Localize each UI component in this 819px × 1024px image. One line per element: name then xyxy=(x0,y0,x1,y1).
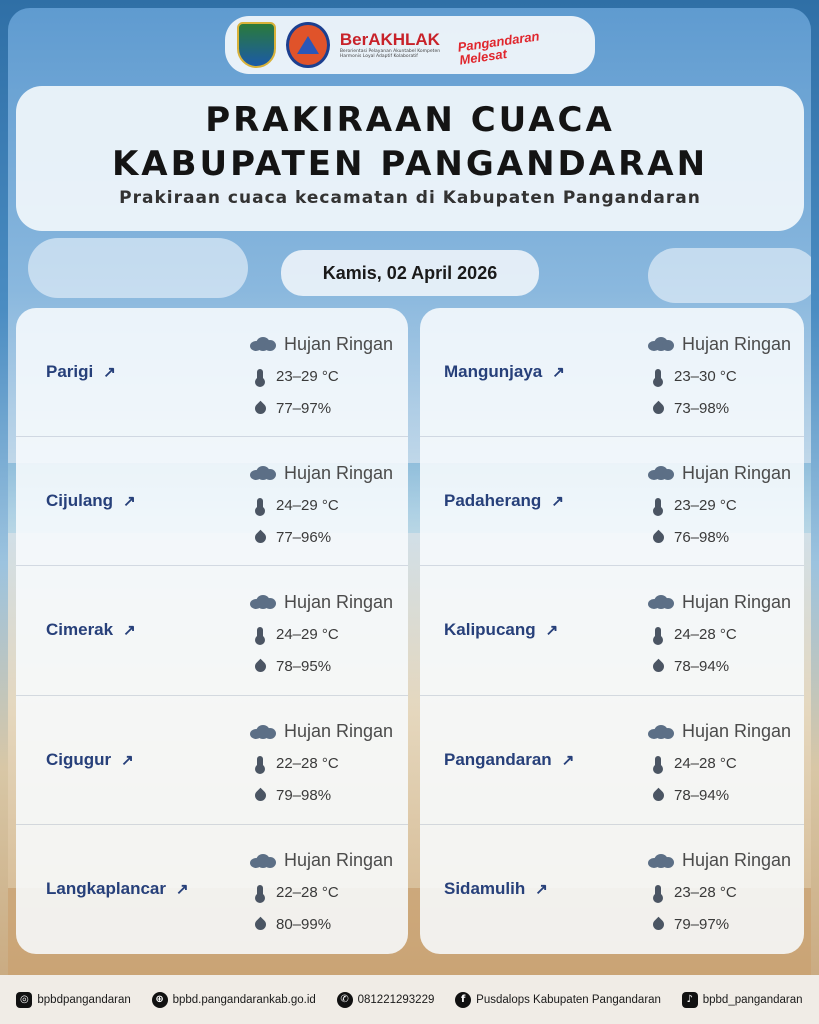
temperature-line xyxy=(646,877,804,909)
page-title-line1: PRAKIRAAN CUACA xyxy=(205,100,615,140)
condition-line xyxy=(248,457,408,489)
humidity-icon-wrap xyxy=(646,661,670,672)
forecast-row xyxy=(420,437,804,566)
weather-details xyxy=(646,586,804,682)
berakhlak-wordmark: BerAKHLAK xyxy=(339,30,440,49)
facebook-name: Pusdalops Kabupaten Pangandaran xyxy=(476,993,661,1006)
condition-line xyxy=(646,845,804,877)
district-link[interactable] xyxy=(444,879,548,899)
humidity-text: 79–98% xyxy=(276,787,332,805)
thermometer-icon xyxy=(655,498,661,513)
weather-details xyxy=(646,845,804,941)
background-cloud xyxy=(28,238,248,298)
humidity-line xyxy=(248,392,408,424)
condition-text: Hujan Ringan xyxy=(682,462,792,483)
arrow-up-right-icon: ↗ xyxy=(123,493,136,511)
thermometer-icon xyxy=(655,885,661,900)
humidity-line xyxy=(646,521,804,553)
temperature-icon-wrap xyxy=(248,885,272,900)
weather-details xyxy=(248,457,408,553)
humidity-icon-wrap xyxy=(248,661,272,672)
pangandaran-emblem-logo xyxy=(237,22,276,68)
temperature-text: 22–28 °C xyxy=(276,755,339,773)
arrow-up-right-icon: ↗ xyxy=(561,751,575,769)
condition-text: Hujan Ringan xyxy=(284,462,394,483)
condition-text: Hujan Ringan xyxy=(284,591,394,612)
rain-cloud-icon xyxy=(648,854,674,868)
water-drop-icon xyxy=(650,400,666,416)
condition-icon-wrap xyxy=(646,595,676,609)
facebook-link[interactable] xyxy=(455,992,661,1008)
thermometer-icon xyxy=(655,627,661,642)
forecast-row xyxy=(420,566,804,695)
whatsapp-icon: ✆ xyxy=(337,992,353,1008)
arrow-up-right-icon: ↗ xyxy=(551,493,564,511)
district-link[interactable] xyxy=(444,620,558,640)
website-url: bpbd.pangandarankab.go.id xyxy=(172,993,316,1006)
condition-text: Hujan Ringan xyxy=(682,333,792,354)
temperature-line xyxy=(248,618,408,650)
condition-text: Hujan Ringan xyxy=(682,721,792,742)
water-drop-icon xyxy=(650,659,666,675)
temperature-line xyxy=(646,618,804,650)
arrow-up-right-icon: ↗ xyxy=(552,364,565,382)
arrow-up-right-icon: ↗ xyxy=(121,751,134,769)
condition-icon-wrap xyxy=(248,725,278,739)
temperature-line xyxy=(646,748,804,780)
tiktok-link[interactable] xyxy=(682,992,803,1008)
temperature-icon-wrap xyxy=(646,627,670,642)
humidity-text: 80–99% xyxy=(276,916,332,934)
rain-cloud-icon xyxy=(648,337,674,351)
weather-details xyxy=(248,716,408,812)
water-drop-icon xyxy=(252,400,268,416)
temperature-line xyxy=(248,360,408,392)
humidity-icon-wrap xyxy=(646,790,670,801)
temperature-text: 24–29 °C xyxy=(276,625,339,643)
humidity-icon-wrap xyxy=(248,790,272,801)
humidity-line xyxy=(248,650,408,682)
temperature-line xyxy=(248,877,408,909)
temperature-line xyxy=(248,748,408,780)
title-card xyxy=(16,86,804,231)
arrow-up-right-icon: ↗ xyxy=(123,622,136,640)
water-drop-icon xyxy=(650,788,666,804)
district-link[interactable] xyxy=(46,750,134,770)
forecast-panel-left xyxy=(16,308,408,954)
humidity-line xyxy=(646,650,804,682)
rain-cloud-icon xyxy=(648,595,674,609)
page-title-line2: KABUPATEN PANGANDARAN xyxy=(111,144,709,184)
condition-line xyxy=(248,586,408,618)
page-subtitle: Prakiraan cuaca kecamatan di Kabupaten Pangandaran xyxy=(119,188,701,208)
water-drop-icon xyxy=(252,529,268,545)
rain-cloud-icon xyxy=(250,337,276,351)
condition-icon-wrap xyxy=(646,725,676,739)
date-badge: Kamis, 02 April 2026 xyxy=(281,250,539,296)
weather-details xyxy=(646,457,804,553)
condition-text: Hujan Ringan xyxy=(284,721,394,742)
background-cloud xyxy=(648,248,811,303)
thermometer-icon xyxy=(257,885,263,900)
water-drop-icon xyxy=(650,529,666,545)
district-link[interactable] xyxy=(46,491,136,511)
condition-line xyxy=(248,845,408,877)
whatsapp-link[interactable] xyxy=(337,992,435,1008)
district-name: Kalipucang xyxy=(444,620,536,640)
rain-cloud-icon xyxy=(250,466,276,480)
temperature-icon-wrap xyxy=(646,756,670,771)
humidity-text: 78–94% xyxy=(674,787,730,805)
forecast-row xyxy=(16,437,408,566)
district-name: Cimerak xyxy=(46,620,114,640)
logo-bar xyxy=(225,16,595,74)
tiktok-icon: ♪ xyxy=(682,992,698,1008)
rain-cloud-icon xyxy=(648,466,674,480)
temperature-icon-wrap xyxy=(248,369,272,384)
rain-cloud-icon xyxy=(250,595,276,609)
humidity-text: 78–94% xyxy=(674,657,730,675)
district-name: Cijulang xyxy=(46,491,114,511)
weather-details xyxy=(248,586,408,682)
condition-icon-wrap xyxy=(248,854,278,868)
forecast-row xyxy=(16,566,408,695)
thermometer-icon xyxy=(655,369,661,384)
bpbd-logo xyxy=(286,22,329,68)
district-name: Sidamulih xyxy=(444,879,526,899)
temperature-text: 24–29 °C xyxy=(276,496,339,514)
temperature-text: 22–28 °C xyxy=(276,884,339,902)
district-name: Cigugur xyxy=(46,749,112,769)
condition-icon-wrap xyxy=(646,337,676,351)
humidity-line xyxy=(248,909,408,941)
arrow-up-right-icon: ↗ xyxy=(535,881,548,899)
instagram-link[interactable] xyxy=(16,992,130,1008)
berakhlak-tagline: Berorientasi Pelayanan Akuntabel Kompeten Harmonis Loyal Adaptif Kolaboratif xyxy=(339,49,441,59)
humidity-line xyxy=(248,780,408,812)
weather-details xyxy=(248,845,408,941)
water-drop-icon xyxy=(252,917,268,933)
water-drop-icon xyxy=(252,659,268,675)
condition-text: Hujan Ringan xyxy=(682,591,792,612)
humidity-icon-wrap xyxy=(646,532,670,543)
district-link[interactable] xyxy=(444,491,564,511)
forecast-row xyxy=(16,825,408,954)
rain-cloud-icon xyxy=(250,854,276,868)
condition-line xyxy=(646,457,804,489)
temperature-text: 23–29 °C xyxy=(276,367,339,385)
water-drop-icon xyxy=(650,917,666,933)
instagram-handle: bpbdpangandaran xyxy=(37,993,131,1006)
condition-text: Hujan Ringan xyxy=(284,333,394,354)
forecast-row xyxy=(420,825,804,954)
thermometer-icon xyxy=(257,369,263,384)
thermometer-icon xyxy=(257,627,263,642)
whatsapp-number: 081221293229 xyxy=(357,993,435,1006)
footer-contact-bar xyxy=(0,975,819,1024)
district-link[interactable] xyxy=(444,362,565,382)
condition-icon-wrap xyxy=(248,466,278,480)
humidity-line xyxy=(646,392,804,424)
district-name: Langkaplancar xyxy=(46,879,166,899)
district-link[interactable] xyxy=(46,620,136,640)
temperature-icon-wrap xyxy=(646,369,670,384)
condition-line xyxy=(646,328,804,360)
condition-text: Hujan Ringan xyxy=(284,850,394,871)
humidity-icon-wrap xyxy=(248,532,272,543)
humidity-text: 77–96% xyxy=(276,528,332,546)
temperature-line xyxy=(248,489,408,521)
rain-cloud-icon xyxy=(250,725,276,739)
temperature-icon-wrap xyxy=(646,498,670,513)
condition-line xyxy=(646,586,804,618)
temperature-icon-wrap xyxy=(248,498,272,513)
humidity-icon-wrap xyxy=(646,403,670,414)
temperature-icon-wrap xyxy=(248,756,272,771)
temperature-text: 24–28 °C xyxy=(674,625,737,643)
forecast-row xyxy=(420,308,804,437)
humidity-icon-wrap xyxy=(248,919,272,930)
forecast-panel-right xyxy=(420,308,804,954)
water-drop-icon xyxy=(252,788,268,804)
humidity-line xyxy=(248,521,408,553)
instagram-icon: ◎ xyxy=(16,992,32,1008)
temperature-icon-wrap xyxy=(248,627,272,642)
pangandaran-melesat-logo: Pangandaran Melesat xyxy=(456,28,541,68)
district-name: Parigi xyxy=(46,362,94,382)
district-name: Mangunjaya xyxy=(444,362,543,382)
district-name: Pangandaran xyxy=(444,749,552,769)
condition-line xyxy=(646,716,804,748)
district-link[interactable] xyxy=(46,879,189,899)
temperature-line xyxy=(646,360,804,392)
condition-icon-wrap xyxy=(646,466,676,480)
temperature-line xyxy=(646,489,804,521)
condition-icon-wrap xyxy=(248,337,278,351)
forecast-row xyxy=(420,696,804,825)
arrow-up-right-icon: ↗ xyxy=(176,881,189,899)
district-link[interactable] xyxy=(444,750,574,770)
temperature-icon-wrap xyxy=(646,885,670,900)
temperature-text: 24–28 °C xyxy=(674,755,737,773)
humidity-text: 73–98% xyxy=(674,399,730,417)
berakhlak-logo xyxy=(340,31,448,59)
condition-icon-wrap xyxy=(646,854,676,868)
humidity-text: 76–98% xyxy=(674,528,730,546)
temperature-text: 23–28 °C xyxy=(674,884,737,902)
weather-details xyxy=(646,716,804,812)
website-link[interactable] xyxy=(152,992,316,1008)
thermometer-icon xyxy=(257,756,263,771)
facebook-icon: f xyxy=(455,992,471,1008)
arrow-up-right-icon: ↗ xyxy=(545,622,559,640)
condition-text: Hujan Ringan xyxy=(682,850,792,871)
humidity-text: 79–97% xyxy=(674,916,730,934)
humidity-icon-wrap xyxy=(646,919,670,930)
globe-icon: ⊕ xyxy=(152,992,168,1008)
humidity-text: 77–97% xyxy=(276,399,332,417)
tiktok-handle: bpbd_pangandaran xyxy=(702,993,803,1006)
weather-details xyxy=(646,328,804,424)
temperature-text: 23–30 °C xyxy=(674,367,737,385)
thermometer-icon xyxy=(257,498,263,513)
rain-cloud-icon xyxy=(648,725,674,739)
humidity-line xyxy=(646,780,804,812)
condition-line xyxy=(248,716,408,748)
arrow-up-right-icon: ↗ xyxy=(103,364,116,382)
humidity-line xyxy=(646,909,804,941)
condition-icon-wrap xyxy=(248,595,278,609)
condition-line xyxy=(248,328,408,360)
temperature-text: 23–29 °C xyxy=(674,496,737,514)
district-name: Padaherang xyxy=(444,491,542,511)
thermometer-icon xyxy=(655,756,661,771)
humidity-text: 78–95% xyxy=(276,657,332,675)
weather-details xyxy=(248,328,408,424)
forecast-row xyxy=(16,308,408,437)
forecast-row xyxy=(16,696,408,825)
humidity-icon-wrap xyxy=(248,403,272,414)
district-link[interactable] xyxy=(46,362,116,382)
